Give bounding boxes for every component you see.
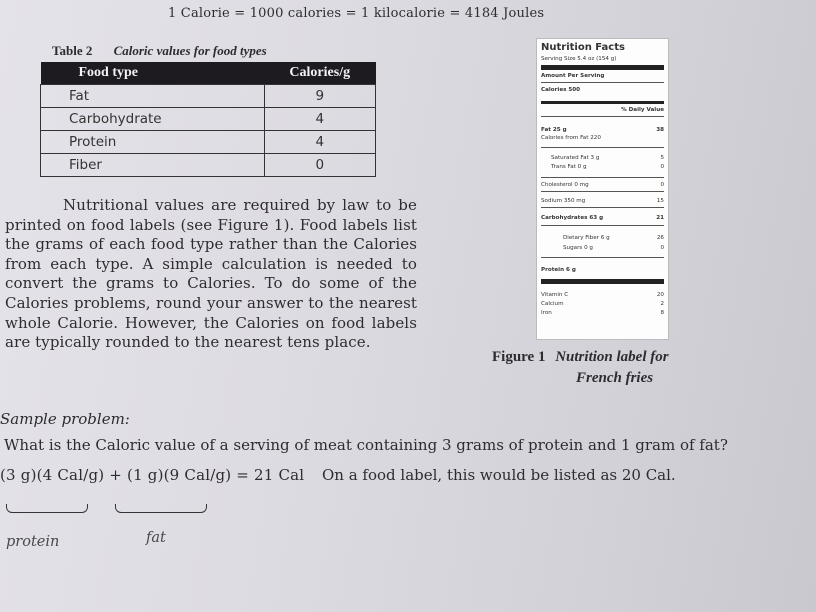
- label-rule: [541, 177, 664, 178]
- protein-row: Protein 6 g: [541, 267, 576, 273]
- table-caption: [52, 43, 267, 59]
- label-rule: [541, 147, 664, 148]
- figure-number: Figure 1: [492, 349, 546, 365]
- fat-label: Fat 25 g: [541, 127, 567, 133]
- calories-cell: 4: [264, 108, 375, 131]
- fiber-dv: 26: [656, 235, 664, 241]
- sat-fat-label: Saturated Fat 3 g: [551, 155, 600, 161]
- calories-cell: 0: [264, 154, 375, 177]
- calcium-row: [541, 301, 664, 307]
- sample-question: What is the Caloric value of a serving of meat containing 3 grams of protein and 1 gram of fat?: [4, 436, 728, 454]
- figure-caption: [492, 347, 732, 389]
- header-calories-per-gram: Calories/g: [264, 62, 375, 85]
- table-number: Table 2: [52, 43, 93, 58]
- label-rule: [541, 82, 664, 83]
- table-row: [41, 85, 376, 108]
- carbs-label: Carbohydrates 63 g: [541, 215, 604, 221]
- table-row: [41, 154, 376, 177]
- caloric-values-table: [40, 62, 376, 177]
- label-rule: [541, 191, 664, 192]
- table-row: [41, 108, 376, 131]
- cholesterol-dv: 0: [660, 182, 664, 188]
- trans-fat-label: Trans Fat 0 g: [551, 164, 587, 170]
- iron-dv: 8: [660, 310, 664, 316]
- paragraph-text: Nutritional values are required by law to be printed on food labels (see Figure 1). Food labels list the grams of each food type rather than the Calories from each type. A simple calculation is needed to convert the grams to Calories. To do some of the Calories problems, round your answer to the nearest whole Calorie. However, the Calories on food labels are typically rounded to the nearest tens place.: [5, 196, 417, 352]
- calories-cell: 9: [264, 85, 375, 108]
- food-cell: Carbohydrate: [41, 108, 265, 131]
- serving-size: Serving Size 5.4 oz (154 g): [541, 56, 617, 62]
- sodium-row: [541, 198, 664, 204]
- sodium-dv: 15: [656, 198, 664, 204]
- label-thick-rule: [541, 101, 664, 104]
- cholesterol-label: Cholesterol 0 mg: [541, 182, 589, 188]
- protein-label: protein: [6, 534, 60, 550]
- calories-cell: 4: [264, 131, 375, 154]
- nutrition-label: [536, 38, 669, 340]
- calcium-dv: 2: [660, 301, 664, 307]
- fiber-label: Dietary Fiber 6 g: [563, 235, 610, 241]
- food-cell: Protein: [41, 131, 265, 154]
- figure-title-line2: French fries: [576, 370, 654, 386]
- food-cell: Fiber: [41, 154, 265, 177]
- body-paragraph: [5, 196, 417, 353]
- carbs-row: [541, 215, 664, 221]
- protein-brace: [6, 504, 88, 513]
- fat-brace: [115, 504, 207, 513]
- sugars-dv: 0: [660, 245, 664, 251]
- fiber-row: [541, 235, 664, 241]
- sample-equation: (3 g)(4 Cal/g) + (1 g)(9 Cal/g) = 21 Cal: [0, 466, 305, 484]
- figure-title-line1: Nutrition label for: [555, 349, 669, 365]
- food-label-note: On a food label, this would be listed as 20 Cal.: [322, 466, 676, 484]
- trans-fat-row: [541, 164, 664, 170]
- food-cell: Fat: [41, 85, 265, 108]
- label-rule: [541, 225, 664, 226]
- vitamin-c-dv: 20: [656, 292, 664, 298]
- table-row: [41, 131, 376, 154]
- vitamin-c-label: Vitamin C: [541, 292, 569, 298]
- fat-label: fat: [146, 530, 166, 546]
- table-title: Caloric values for food types: [113, 43, 267, 58]
- iron-row: [541, 310, 664, 316]
- sat-fat-dv: 5: [660, 155, 664, 161]
- label-rule: [541, 257, 664, 258]
- vitamin-c-row: [541, 292, 664, 298]
- iron-label: Iron: [541, 310, 552, 316]
- calories-from-fat: Calories from Fat 220: [541, 135, 601, 141]
- unit-conversion: 1 Calorie = 1000 calories = 1 kilocalorie = 4184 Joules: [168, 6, 545, 21]
- label-thick-rule: [541, 65, 664, 70]
- sugars-label: Sugars 0 g: [563, 245, 593, 251]
- header-food-type: Food type: [41, 62, 265, 85]
- label-rule: [541, 207, 664, 208]
- carbs-dv: 21: [656, 215, 664, 221]
- label-thick-rule: [541, 279, 664, 284]
- daily-value-header: % Daily Value: [621, 107, 664, 113]
- fat-row: [541, 127, 664, 133]
- label-title: Nutrition Facts: [541, 42, 625, 53]
- trans-fat-dv: 0: [660, 164, 664, 170]
- label-rule: [541, 116, 664, 117]
- sample-heading: Sample problem:: [0, 410, 130, 428]
- sat-fat-row: [541, 155, 664, 161]
- cholesterol-row: [541, 182, 664, 188]
- calories-line: Calories 500: [541, 87, 581, 93]
- amount-per-serving: Amount Per Serving: [541, 73, 605, 79]
- sugars-row: [541, 245, 664, 251]
- calcium-label: Calcium: [541, 301, 564, 307]
- sodium-label: Sodium 350 mg: [541, 198, 586, 204]
- fat-dv: 38: [656, 127, 664, 133]
